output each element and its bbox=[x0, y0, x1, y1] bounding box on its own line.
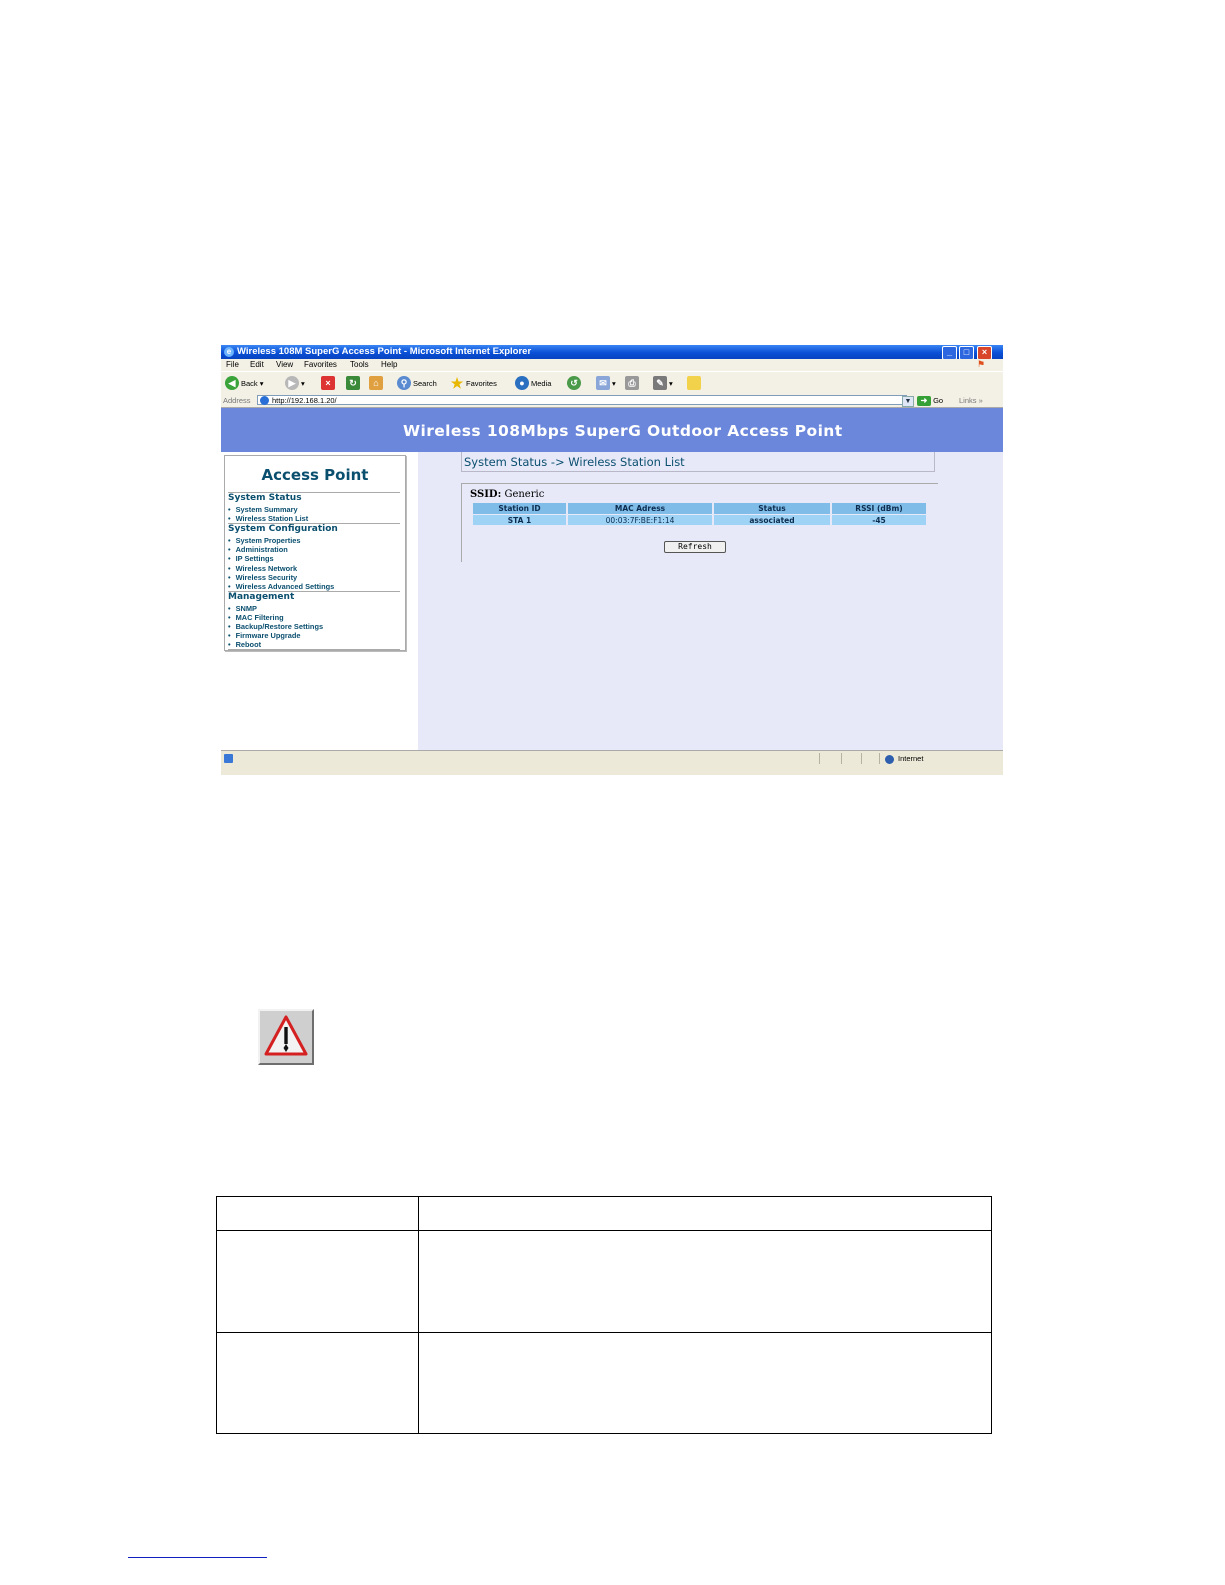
col-mac-address: MAC Adress bbox=[568, 503, 712, 514]
go-label: Go bbox=[933, 396, 944, 405]
divider bbox=[228, 649, 400, 650]
maximize-button[interactable]: □ bbox=[959, 346, 974, 360]
web-page bbox=[221, 408, 1003, 760]
cell-rssi: -45 bbox=[832, 515, 926, 525]
cell-mac-address: 00:03:7F:BE:F1:14 bbox=[568, 515, 712, 525]
search-button[interactable] bbox=[397, 376, 437, 390]
section-system-status: System Status bbox=[228, 493, 302, 503]
nav-administration[interactable]: • Administration bbox=[228, 545, 288, 554]
footer-rule bbox=[128, 1557, 267, 1558]
menu-bar bbox=[221, 359, 1003, 371]
forward-icon: ▶ bbox=[285, 376, 299, 390]
title-bar bbox=[221, 345, 1003, 359]
divider bbox=[819, 753, 820, 764]
refresh-button[interactable]: Refresh bbox=[664, 541, 726, 553]
back-label: Back bbox=[241, 378, 258, 388]
breadcrumb: System Status -> Wireless Station List bbox=[461, 452, 935, 472]
table-cell bbox=[217, 1332, 419, 1433]
edit-icon: ✎ bbox=[653, 376, 667, 390]
close-button[interactable]: × bbox=[977, 346, 992, 360]
ssid-value: Generic bbox=[504, 489, 545, 500]
home-button[interactable] bbox=[369, 376, 383, 390]
nav-backup-restore-settings[interactable]: • Backup/Restore Settings bbox=[228, 622, 323, 631]
mail-icon: ✉ bbox=[596, 376, 610, 390]
page-status-icon bbox=[224, 754, 233, 763]
table-row bbox=[217, 1197, 992, 1231]
left-pane bbox=[221, 452, 418, 760]
search-icon: ⚲ bbox=[397, 376, 411, 390]
favorites-label: Favorites bbox=[466, 378, 497, 388]
nav-system-properties[interactable]: • System Properties bbox=[228, 536, 301, 545]
col-rssi: RSSI (dBm) bbox=[832, 503, 926, 514]
address-dropdown-icon[interactable]: ▼ bbox=[902, 396, 914, 407]
divider bbox=[861, 753, 862, 764]
toolbar bbox=[221, 371, 1003, 395]
status-bar bbox=[221, 750, 1003, 766]
folder-icon bbox=[687, 376, 701, 390]
address-label: Address bbox=[223, 396, 251, 405]
print-icon: ⎙ bbox=[625, 376, 639, 390]
table-row bbox=[217, 1332, 992, 1433]
nav-wireless-advanced-settings[interactable]: • Wireless Advanced Settings bbox=[228, 582, 334, 591]
nav-ip-settings[interactable]: • IP Settings bbox=[228, 554, 274, 563]
content-pane bbox=[418, 452, 1003, 760]
edit-button[interactable] bbox=[653, 376, 673, 390]
links-label: Links bbox=[959, 396, 977, 405]
table-cell bbox=[419, 1332, 992, 1433]
page-icon bbox=[260, 396, 269, 405]
refresh-page-button[interactable] bbox=[346, 376, 360, 390]
cell-status: associated bbox=[714, 515, 830, 525]
table-cell bbox=[217, 1231, 419, 1332]
section-system-configuration: System Configuration bbox=[228, 524, 338, 534]
history-icon: ↺ bbox=[567, 376, 581, 390]
go-icon: ➜ bbox=[917, 396, 931, 406]
refresh-icon: ↻ bbox=[346, 376, 360, 390]
home-icon: ⌂ bbox=[369, 376, 383, 390]
window-title: Wireless 108M SuperG Access Point - Microsoft Internet Explorer bbox=[237, 346, 532, 357]
print-button[interactable] bbox=[625, 376, 639, 390]
sidebar-heading: Access Point bbox=[261, 466, 369, 484]
nav-firmware-upgrade[interactable]: • Firmware Upgrade bbox=[228, 631, 301, 640]
table-cell bbox=[419, 1231, 992, 1332]
menu-tools[interactable]: Tools bbox=[350, 360, 369, 369]
security-zone bbox=[885, 754, 923, 764]
menu-help[interactable]: Help bbox=[381, 360, 398, 369]
menu-file[interactable]: File bbox=[226, 360, 239, 369]
divider bbox=[841, 753, 842, 764]
back-icon: ◀ bbox=[225, 376, 239, 390]
favorites-icon: ★ bbox=[450, 375, 464, 391]
forward-dropdown-icon: ▾ bbox=[301, 378, 305, 388]
nav-mac-filtering[interactable]: • MAC Filtering bbox=[228, 613, 284, 622]
ie-icon: e bbox=[224, 347, 234, 357]
col-status: Status bbox=[714, 503, 830, 514]
links-button[interactable]: Links » bbox=[959, 396, 983, 405]
back-button[interactable] bbox=[225, 376, 263, 390]
cell-station-id: STA 1 bbox=[473, 515, 566, 525]
nav-reboot[interactable]: • Reboot bbox=[228, 640, 261, 649]
table-cell bbox=[217, 1197, 419, 1231]
sidebar-nav bbox=[224, 455, 406, 651]
nav-wireless-security[interactable]: • Wireless Security bbox=[228, 573, 297, 582]
nav-wireless-station-list[interactable]: • Wireless Station List bbox=[228, 514, 308, 523]
browser-window bbox=[221, 345, 1003, 775]
document-table bbox=[216, 1196, 992, 1434]
nav-system-summary[interactable]: • System Summary bbox=[228, 505, 298, 514]
media-label: Media bbox=[531, 378, 552, 388]
minimize-button[interactable]: _ bbox=[942, 346, 957, 360]
menu-view[interactable]: View bbox=[276, 360, 294, 369]
favorites-button[interactable] bbox=[450, 376, 497, 390]
ssid-label: SSID: bbox=[470, 489, 502, 500]
page-banner bbox=[221, 408, 1003, 452]
forward-button[interactable] bbox=[285, 376, 305, 390]
mail-dropdown-icon: ▾ bbox=[612, 378, 616, 388]
warning-triangle-svg bbox=[260, 1011, 312, 1063]
table-header-row bbox=[473, 503, 926, 514]
menu-edit[interactable]: Edit bbox=[250, 360, 264, 369]
folder-button[interactable] bbox=[687, 376, 701, 390]
globe-icon bbox=[885, 755, 894, 764]
zone-label: Internet bbox=[898, 754, 924, 763]
menu-favorites[interactable]: Favorites bbox=[304, 360, 337, 369]
col-station-id: Station ID bbox=[473, 503, 566, 514]
media-button[interactable] bbox=[515, 376, 551, 390]
table-row bbox=[217, 1231, 992, 1332]
stop-icon: × bbox=[321, 376, 335, 390]
go-button[interactable] bbox=[917, 395, 943, 406]
station-table bbox=[471, 502, 928, 526]
table-cell bbox=[419, 1197, 992, 1231]
nav-snmp[interactable]: • SNMP bbox=[228, 604, 257, 613]
section-management: Management bbox=[228, 592, 295, 602]
address-input[interactable] bbox=[257, 395, 907, 405]
stop-button[interactable] bbox=[321, 376, 335, 390]
divider bbox=[879, 753, 880, 764]
banner-title: Wireless 108Mbps SuperG Outdoor Access Point bbox=[403, 422, 843, 440]
windows-flag-icon: ⚑ bbox=[977, 359, 986, 369]
search-label: Search bbox=[413, 378, 437, 388]
ssid-line bbox=[470, 489, 544, 500]
mail-button[interactable] bbox=[596, 376, 616, 390]
address-url: http://192.168.1.20/ bbox=[272, 396, 337, 405]
warning-icon bbox=[258, 1009, 314, 1065]
table-row bbox=[473, 515, 926, 525]
edit-dropdown-icon: ▾ bbox=[669, 378, 673, 388]
history-button[interactable] bbox=[567, 376, 581, 390]
back-dropdown-icon: ▾ bbox=[259, 378, 264, 388]
media-icon: ● bbox=[515, 376, 529, 390]
nav-wireless-network[interactable]: • Wireless Network bbox=[228, 564, 297, 573]
address-bar bbox=[221, 394, 1003, 408]
station-list-panel bbox=[461, 483, 938, 562]
